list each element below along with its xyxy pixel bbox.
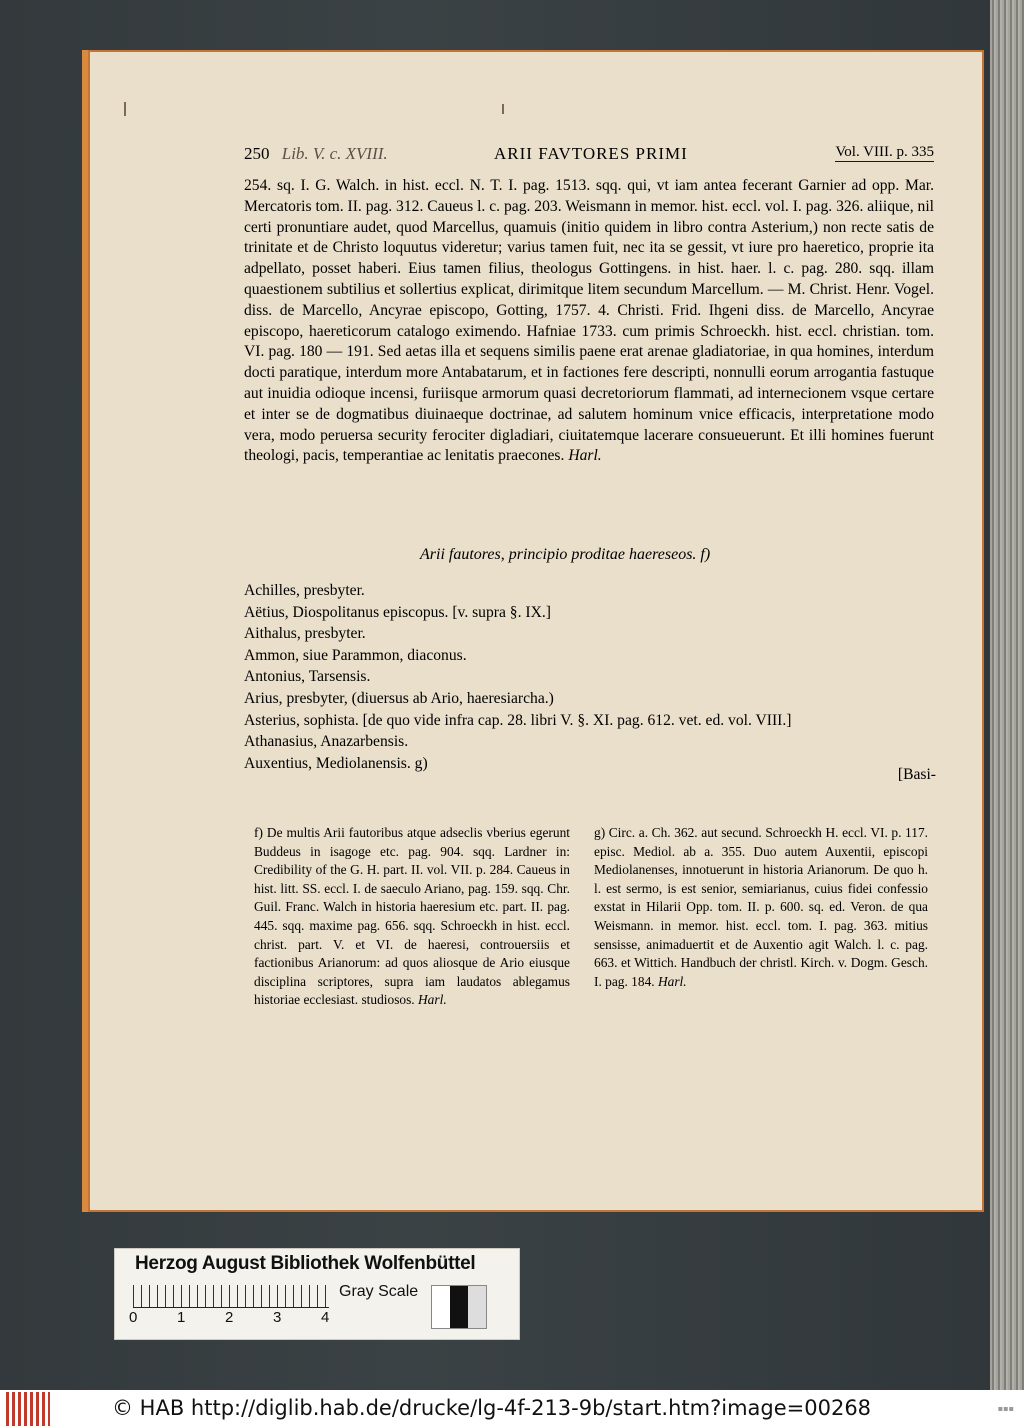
library-color-card: [114, 1248, 520, 1340]
scale-ruler: [133, 1285, 329, 1308]
list-item: Aëtius, Diospolitanus episcopus. [v. supra §. IX.]: [244, 603, 551, 621]
list-item: Arius, presbyter, (diuersus ab Ario, haeresiarcha.): [244, 689, 554, 707]
footer-copyright: © HAB http://diglib.hab.de/drucke/lg-4f-213-9b/start.htm?image=00268: [112, 1396, 872, 1420]
footnote-f-signature: Harl.: [418, 992, 447, 1008]
footnote-g-text: g) Circ. a. Ch. 362. aut secund. Schroeckh H. eccl. VI. p. 117. episc. Mediol. ab a. 355. Duo autem Auxentii, episcopi Mediolanenses, innotuerunt in historia Arianorum. De quo h. l. est sermo, is est senior, semiarianus, cuius fidei confessio exstat in Hilarii Opp. tom. II. p. 600. sq. ed. Veron. de qua Weismann. in memor. hist. eccl. tom. I. pag. 363. mitius sensisse, animaduertit et de Auxentio agit Walch. l. c. pag. 663. et Wittich. Handbuch der christl. Kirch. v. Dogm. Gesch. I. pag. 184.: [594, 825, 928, 989]
gray-scale-label: Gray Scale: [339, 1283, 419, 1300]
book-edge: [990, 0, 1024, 1390]
margin-mark: [502, 104, 504, 114]
gray-scale-patch: [431, 1285, 487, 1329]
footnote-f: [254, 824, 570, 1010]
body-text: [244, 176, 934, 467]
list-item: Athanasius, Anazarbensis.: [244, 733, 409, 751]
scale-number: 3: [273, 1309, 282, 1326]
body-signature: Harl.: [568, 447, 602, 465]
list-item: Aithalus, presbyter.: [244, 625, 366, 643]
footnote-g: [594, 824, 928, 991]
list-item: Asterius, sophista. [de quo vide infra cap. 28. libri V. §. XI. pag. 612. vet. ed. vol. VIII.]: [244, 711, 792, 729]
catchword: [Basi-: [897, 766, 936, 783]
library-name: Herzog August Bibliothek Wolfenbüttel: [135, 1253, 476, 1274]
volume-reference: Vol. VIII. p. 335: [835, 144, 934, 160]
section-title: Arii fautores, principio proditae haereseos. f): [420, 546, 711, 563]
list-item: Antonius, Tarsensis.: [244, 668, 371, 686]
list-item: Ammon, siue Parammon, diaconus.: [244, 646, 467, 664]
name-list: [244, 580, 791, 774]
footnote-g-signature: Harl.: [657, 973, 687, 989]
scale-number: 2: [225, 1309, 234, 1326]
hab-logo-icon: [6, 1392, 50, 1426]
list-item: Achilles, presbyter.: [244, 582, 365, 599]
scale-number: 4: [321, 1309, 330, 1326]
running-header: [244, 144, 934, 170]
page-number: 250: [244, 144, 270, 163]
footer-decoration: ▪▪▪: [997, 1404, 1014, 1413]
body-paragraph: 254. sq. I. G. Walch. in hist. eccl. N. T. I. pag. 1513. sqq. qui, vt iam antea fecerant Garnier ad opp. Mar. Mercatoris tom. II. pag. 312. Caueus l. c. pag. 203. Weismann in memor. hist. eccl. vol. I. pag. 326. aliique, nil certi pronuntiare audet, quod Marcellus, quamuis (initio quidem in libro contra Asterium,) non recte satis de trinitate et de Christo loquutus videretur; varius tamen fuit, nec ita se gessit, vt iure pro haeretico, proprie ita adpellato, posset haberi. Eius tamen filius, theologus Gottingens. in hist. haer. l. c. pag. 280. sqq. illam quaestionem subtilius et sollertius explicat, dirimitque litem secundum Marcellum. — M. Christ. Henr. Vogel. diss. de Marcello, Ancyrae episcopo, Gotting, 1757. 4. Christi. Frid. Ihgeni diss. de Marcello, Ancyrae episcopo, haereticorum catalogo eximendo. Hafniae 1733. cum primis Schroeckh. hist. eccl. christian. tom. VI. pag. 180 — 191. Sed aetas illa et sequens similis paene erat arenae gladiatoriae, in qua homines, interdum docti paratique, interdum more Antabatarum, et in factiones fere descripti, nonnulli eorum arrogantia fastuque aut inuidia odioque incensi, furiisque armorum quasi decretoriorum flammati, ad internecionem vsque certare et inter se de dogmatibus diuinaeque doctrinae, ad salutem hominum vnice efficacis, interpretatione modo vera, modo peruersa security ferociter digladiari, ciuitatemque lacerare consueuerunt. Et illi homines fuerunt theologi, pacis, temperantiae ac lenitatis praecones.: [244, 177, 934, 465]
scale-number: 1: [177, 1309, 186, 1326]
margin-mark: [124, 102, 126, 116]
page-title: ARII FAVTORES PRIMI: [494, 144, 688, 163]
book-reference: Lib. V. c. XVIII.: [281, 144, 388, 163]
scale-number: 0: [129, 1309, 138, 1326]
footnote-f-text: f) De multis Arii fautoribus atque adseclis vberius egerunt Buddeus in isagoge etc. pag. 904. sqq. Lardner in: Credibility of the G. H. part. II. vol. VII. p. 284. Caueus in hist. litt. SS. eccl. I. de saeculo Ariano, pag. 159. sqq. Chr. Guil. Franc. Walch in historia haeresium etc. part. II. pag. 445. sqq. maxime pag. 656. sqq. Schroeckh in hist. eccl. christ. part. V. et VI. de haeresi, controuersiis et factionibus Arianorum: ad quos aliosque de Ario eiusque disciplina scriptores, supra iam laudatos ablegamus historiae ecclesiast. studiosos.: [254, 825, 570, 1008]
list-item: Auxentius, Mediolanensis. g): [244, 754, 428, 772]
